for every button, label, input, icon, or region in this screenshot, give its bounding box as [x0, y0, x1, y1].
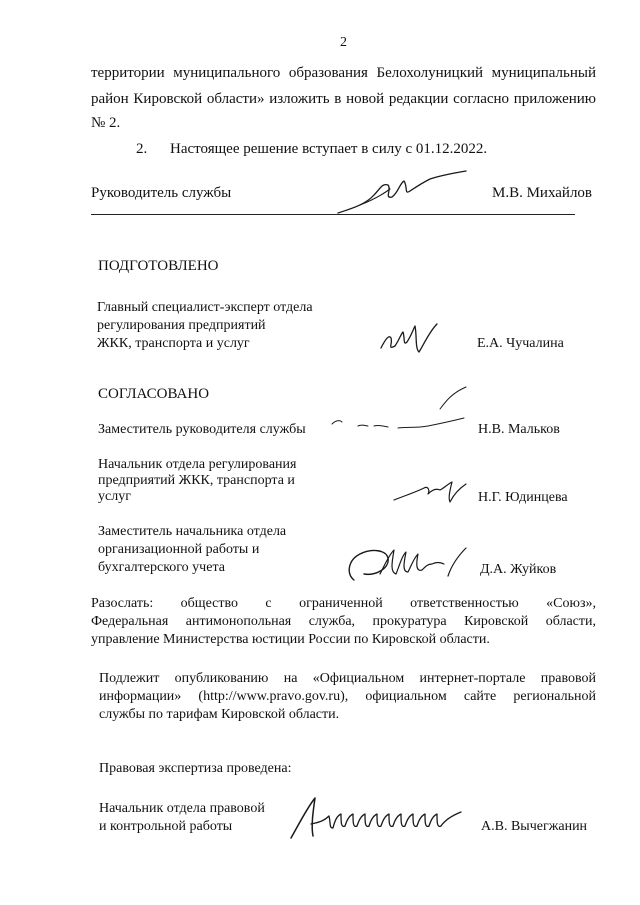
- prepared-heading: ПОДГОТОВЛЕНО: [98, 258, 219, 274]
- dept-head-position-line-3: услуг: [98, 489, 131, 504]
- head-signature: [330, 165, 480, 220]
- head-divider: [91, 214, 575, 215]
- legal-head-position-line-1: Начальник отдела правовой: [99, 801, 265, 816]
- item-2-text: Настоящее решение вступает в силу с 01.12.2022.: [170, 141, 488, 157]
- item-2-number: 2.: [136, 141, 148, 157]
- deputy-head-name: Н.В. Мальков: [478, 422, 560, 437]
- legal-review-label: Правовая экспертиза проведена:: [99, 761, 292, 776]
- deputy-head-signature: [328, 414, 473, 436]
- prepared-position-line-3: ЖКК, транспорта и услуг: [97, 336, 250, 351]
- distribution-line-2: Федеральная антимонопольная служба, прокуратура Кировской области,: [91, 614, 596, 629]
- legal-head-signature: [285, 794, 475, 844]
- deputy-dept-head-signature: [340, 540, 475, 588]
- agreed-heading: СОГЛАСОВАНО: [98, 386, 210, 402]
- dept-head-position-line-1: Начальник отдела регулирования: [98, 457, 297, 472]
- deputy-dept-head-position-line-1: Заместитель начальника отдела: [98, 524, 287, 539]
- distribution-line-3: управление Министерства юстиции России по Кировской области.: [91, 632, 490, 647]
- prepared-position-line-1: Главный специалист-эксперт отдела: [97, 300, 313, 315]
- publication-line-2: информации» (http://www.pravo.gov.ru), официальном сайте региональной: [99, 689, 596, 704]
- deputy-head-position: Заместитель руководителя службы: [98, 422, 306, 437]
- publication-line-1: Подлежит опубликованию на «Официальном интернет-портале правовой: [99, 671, 596, 686]
- dept-head-position-line-2: предприятий ЖКК, транспорта и: [98, 473, 295, 488]
- prepared-position-line-2: регулирования предприятий: [97, 318, 266, 333]
- prepared-name: Е.А. Чучалина: [477, 336, 564, 351]
- dept-head-signature: [390, 478, 470, 506]
- legal-head-position-line-2: и контрольной работы: [99, 819, 233, 834]
- deputy-dept-head-name: Д.А. Жуйков: [480, 562, 557, 577]
- agreed-mark: [430, 383, 480, 413]
- distribution-line-1: Разослать: общество с ограниченной ответственностью «Союз»,: [91, 596, 596, 611]
- publication-line-3: службы по тарифам Кировской области.: [99, 707, 340, 722]
- page-number: 2: [340, 35, 347, 50]
- legal-head-name: А.В. Вычегжанин: [481, 819, 588, 834]
- prepared-signature: [375, 318, 445, 358]
- intro-line-3: № 2.: [91, 115, 121, 131]
- deputy-dept-head-position-line-2: организационной работы и: [98, 542, 260, 557]
- intro-line-2: район Кировской области» изложить в новой редакции согласно приложению: [91, 91, 596, 107]
- deputy-dept-head-position-line-3: бухгалтерского учета: [98, 560, 225, 575]
- intro-line-1: территории муниципального образования Белохолуницкий муниципальный: [91, 65, 596, 81]
- head-title: Руководитель службы: [91, 185, 232, 201]
- head-name: М.В. Михайлов: [492, 185, 593, 201]
- dept-head-name: Н.Г. Юдинцева: [478, 490, 568, 505]
